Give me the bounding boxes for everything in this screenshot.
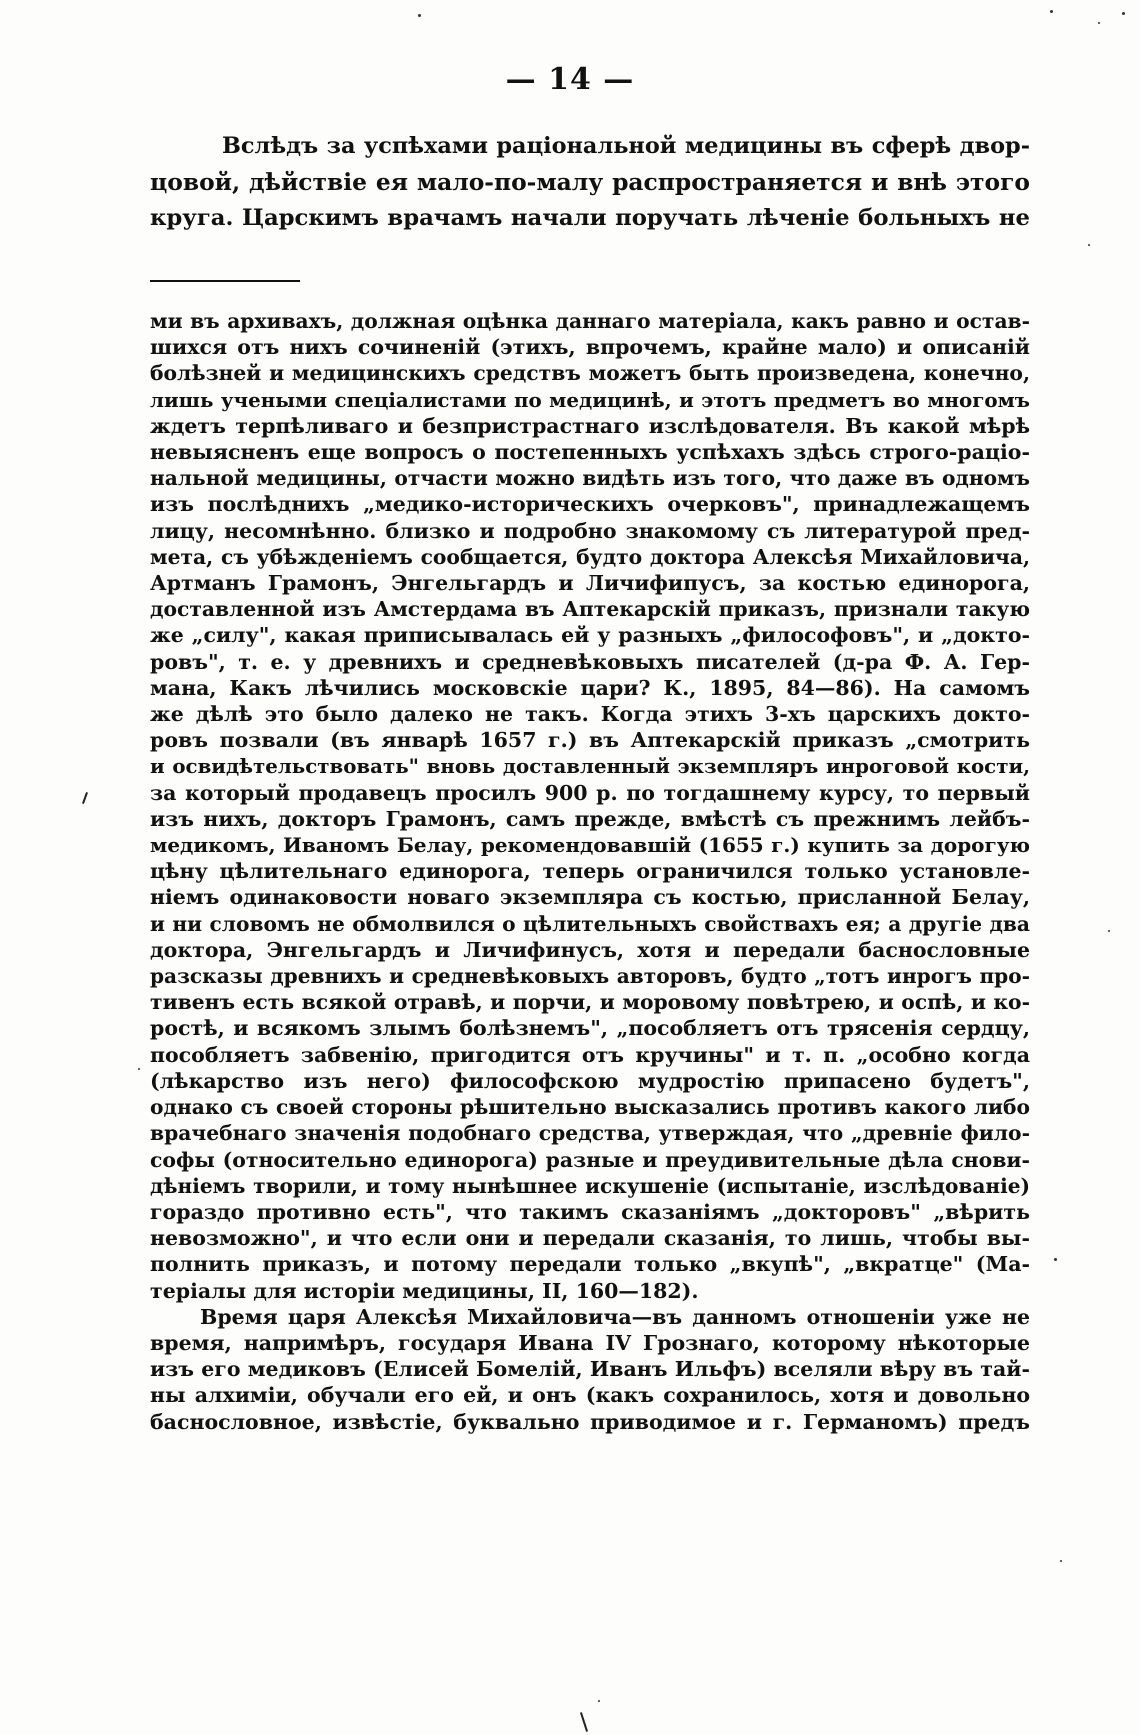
scan-speck [418, 14, 421, 17]
footnote-line: ми въ архивахъ, должная оцѣнка даннаго матеріала, какъ равно и остав- [150, 309, 1030, 333]
footnote-line: пособляетъ забвенію, пригодится отъ кручины" и т. п. „особно когда [150, 1042, 1030, 1067]
footnote-line: за который продавецъ просилъ 900 р. по тогдашнему курсу, то первый [150, 780, 1030, 805]
scan-speck [1050, 10, 1053, 13]
footnote-line: изъ послѣднихъ „медико-историческихъ очерковъ", принадлежащемъ [150, 492, 1030, 517]
footnote-separator [150, 280, 300, 282]
footnote-line: цѣну цѣлительнаго единорога, теперь ограничился только установле- [150, 859, 1030, 884]
footnote-line: мана, Какъ лѣчились московскіе цари? К., 1895, 84—86). На самомъ [150, 675, 1030, 700]
footnote-line: Время царя Алексѣя Михайловича—въ данномъ отношеніи уже не [200, 1304, 1030, 1329]
footnote-line: шихся отъ нихъ сочиненій (этихъ, впрочемъ, крайне мало) и описаній [150, 335, 1030, 360]
body-line: цовой, дѣйствіе ея мало-по-малу распространяется и внѣ этого [150, 168, 1030, 196]
footnote-line: ны алхиміи, обучали его ей, и онъ (какъ сохранилось, хотя и довольно [150, 1383, 1030, 1408]
scan-speck [1054, 1258, 1057, 1261]
footnote-line: болѣзней и медицинскихъ средствъ можетъ быть произведена, конечно, [150, 361, 1030, 386]
footnote-line: изъ его медиковъ (Елисей Бомелій, Иванъ Ильфъ) вселяли вѣру въ тай- [150, 1357, 1030, 1382]
scan-speck [598, 1700, 600, 1702]
footnote-line: баснословное, извѣстіе, буквально приводимое и г. Германомъ) предъ [150, 1409, 1030, 1434]
scan-mark [580, 1712, 588, 1732]
footnote-line: гораздо противно есть", что такимъ сказаніямъ „докторовъ" „вѣрить [150, 1199, 1030, 1224]
footnote-line: невыясненъ еще вопросъ о постепенныхъ успѣхахъ здѣсь строго-раціо- [150, 440, 1030, 465]
footnote-line: же дѣлѣ это было далеко не такъ. Когда этихъ 3-хъ царскихъ докто- [150, 702, 1030, 727]
footnote-line: ровъ", т. е. у древнихъ и средневѣковыхъ писателей (д-ра Ф. А. Гер- [150, 649, 1030, 674]
footnote-line: Артманъ Грамонъ, Энгельгардъ и Личифипусъ, за костью единорога, [150, 571, 1030, 596]
footnote-line: ждетъ терпѣливаго и безпристрастнаго изслѣдователя. Въ какой мѣрѣ [150, 413, 1030, 438]
body-line: Вслѣдъ за успѣхами раціональной медицины въ сферѣ двор- [222, 133, 1030, 159]
footnote-line: тивенъ есть всякой отравѣ, и порчи, и моровому повѣтрею, и оспѣ, и ко- [150, 990, 1030, 1015]
footnote-line: доктора, Энгельгардъ и Личифинусъ, хотя и передали баснословные [150, 937, 1030, 962]
footnote-line: дѣніемъ творили, и тому нынѣшнее искушеніе (испытаніе, изслѣдованіе) [150, 1173, 1030, 1198]
footnote-line: невозможно", и что если они и передали сказанія, то лишь, чтобы вы- [150, 1226, 1030, 1251]
scan-speck [1098, 22, 1100, 24]
footnote-line: врачебнаго значенія подобнаго средства, утверждая, что „древніе фило- [150, 1121, 1030, 1146]
footnote-line: время, напримѣръ, государя Ивана IV Грознаго, которому нѣкоторые [150, 1330, 1030, 1355]
footnote-line: однако съ своей стороны рѣшительно высказались противъ какого либо [150, 1095, 1030, 1120]
footnote-line: ростѣ, и всякомъ злымъ болѣзнемъ", „пособляетъ отъ трясенія сердцу, [150, 1016, 1030, 1041]
scan-speck [1108, 930, 1110, 932]
scan-mark [82, 792, 88, 804]
footnote-line: ніемъ одинаковости новаго экземпляра съ костью, присланной Белау, [150, 885, 1030, 910]
footnote-line: изъ нихъ, докторъ Грамонъ, самъ прежде, вмѣстѣ съ прежнимъ лейбъ- [150, 806, 1030, 831]
footnote-line: теріалы для исторіи медицины, II, 160—182). [150, 1278, 699, 1303]
footnote-line: медикомъ, Иваномъ Белау, рекомендовавшій (1655 г.) купить за дорогую [150, 833, 1030, 858]
footnote-line: полнить приказъ, и потому передали только „вкупѣ", „вкратце" (Ма- [150, 1252, 1030, 1277]
footnote-line: лицу, несомнѣнно. близко и подробно знакомому съ литературой пред- [150, 518, 1030, 543]
scan-speck [138, 1068, 140, 1070]
scan-speck [1122, 12, 1125, 15]
scan-speck [1088, 244, 1090, 246]
footnote-line: ровъ позвали (въ январѣ 1657 г.) въ Аптекарскій приказъ „смотрить [150, 728, 1030, 753]
footnote-line: и освидѣтельствовать" вновь доставленный экземпляръ инроговой кости, [150, 754, 1030, 779]
footnote-line: разсказы древнихъ и средневѣковыхъ авторовъ, будто „тотъ инрогъ про- [150, 964, 1030, 989]
main-paragraph [150, 128, 1030, 236]
page-number: — 14 — [505, 62, 635, 97]
footnote-line: нальной медицины, отчасти можно видѣть изъ того, что даже въ одномъ [150, 466, 1030, 491]
footnote-line: же „силу", какая приписывалась ей у разныхъ „философовъ", и „докто- [150, 623, 1030, 648]
body-line: круга. Царскимъ врачамъ начали поручать лѣченіе больныхъ не [150, 205, 1030, 231]
footnote-line: мета, съ убѣжденіемъ сообщается, будто доктора Алексѣя Михайловича, [150, 544, 1030, 569]
footnote-line: лишь учеными спеціалистами по медицинѣ, и этотъ предметъ во многомъ [150, 387, 1030, 412]
scan-speck [1060, 1560, 1062, 1562]
footnote-line: софы (относительно единорога) разные и преудивительные дѣла снови- [150, 1147, 1030, 1172]
footnote-line: и ни словомъ не обмолвился о цѣлительныхъ свойствахъ ея; а другіе два [150, 911, 1030, 936]
footnote [150, 308, 1030, 1435]
footnote-line: (лѣкарство изъ него) философскою мудростію припасено будетъ", [150, 1068, 1030, 1093]
footnote-line: доставленной изъ Амстердама въ Аптекарскій приказъ, признали такую [150, 597, 1030, 622]
